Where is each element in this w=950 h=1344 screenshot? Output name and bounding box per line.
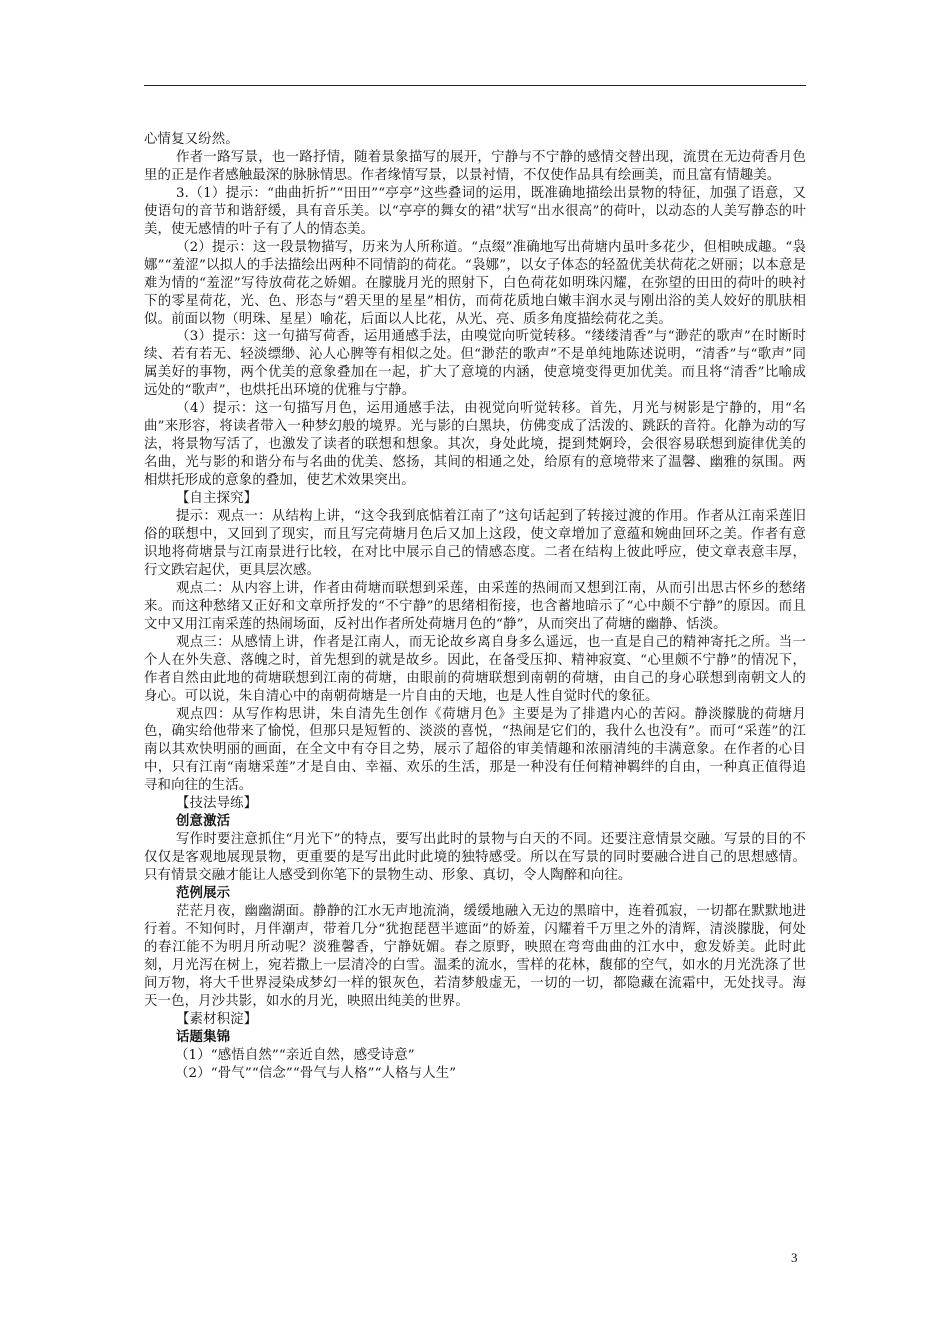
document-body	[144, 131, 806, 1083]
section-heading: 【技法导练】	[176, 796, 258, 812]
header-rule	[144, 85, 806, 86]
subheading: 创意激活	[176, 813, 231, 830]
paragraph: 茫茫月夜，幽幽湖面。静静的江水无声地流淌，缓缓地融入无边的黑暗中，连着孤寂，一切都在默默地进行着。不知何时，月伴潮声，带着几分“犹抱琵琶半遮面”的娇羞，闪耀着千万里之外的清辉，清淡朦胧，何处的春江能不为明月所动呢？淡雅馨香，宁静妩媚。春之原野，映照在弯弯曲曲的江水中，愈发娇美。此时此刻，月光泻在树上，宛若撒上一层清冷的白雪。温柔的流水，雪样的花林，馥郁的空气，如水的月光洗涤了世间万物，将大千世界浸染成梦幻一样的银灰色，若清梦般虚无，一切的一切，都隐藏在流霜中，无处找寻。海天一色，月沙共影，如水的月光，映照出纯美的世界。	[144, 903, 806, 1009]
section-heading: 【自主探究】	[176, 491, 258, 507]
paragraph: 观点三：从感情上讲，作者是江南人，而无论故乡离自身多么遥远，也一直是自己的精神寄托之所。当一个人在外失意、落魄之时，首先想到的就是故乡。因此，在备受压抑、精神寂寞、“心里颇不宁静”的情况下，作者自然由此地的荷塘联想到江南的荷塘，由眼前的荷塘联想到南朝的荷塘，由自己的身心联想到南朝文人的身心。可以说，朱自清心中的南朝荷塘是一片自由的天地，也是人性自觉时代的象征。	[144, 634, 806, 704]
list-item: （1）“感悟自然”“亲近自然，感受诗意”	[175, 1047, 415, 1063]
paragraph: 写作时要注意抓住“月光下”的特点，要写出此时的景物与白天的不同。还要注意情景交融。写景的目的不仅仅是客观地展现景物，更重要的是写出此时此境的独特感受。所以在写景的同时要融合进自己的思想感情。只有情景交融才能让人感受到你笔下的景物生动、形象、真切，令人陶醉和向往。	[144, 832, 806, 884]
subheading: 范例展示	[176, 885, 231, 902]
paragraph: 心情复又纷然。	[144, 132, 239, 147]
paragraph: 观点四：从写作构思讲，朱自清先生创作《荷塘月色》主要是为了排遣内心的苦闷。静淡朦胧的荷塘月色，确实给他带来了愉悦，但那只是短暂的、淡淡的喜悦，“热闹是它们的，我什么也没有”。而可“采莲”的江南以其欢快明丽的画面，在全文中有夺目之势，展示了超俗的审美情趣和浓丽清纯的丰满意象。在作者的心目中，只有江南“南塘采莲”才是自由、幸福、欢乐的生活，那是一种没有任何精神羁绊的自由，一种真正值得追寻和向往的生活。	[144, 706, 806, 794]
paragraph: 3.（1）提示：“曲曲折折”“田田”“亭亭”这些叠词的运用，既准确地描绘出景物的特征，加强了语意，又使语句的音节和谐舒缓，具有音乐美。以“亭亭的舞女的裙”状写“出水很高”的荷叶，以动态的人美写静态的叶美，使无感情的叶子有了人的情态美。	[144, 185, 806, 237]
paragraph: （3）提示：这一句描写荷香，运用通感手法，由嗅觉向听觉转移。“缕缕清香”与“渺茫的歌声”在时断时续、若有若无、轻淡缥缈、沁人心脾等有相似之处。但“渺茫的歌声”不是单纯地陈述说明，“清香”与“歌声”同属美好的事物，两个优美的意象叠加在一起，扩大了意境的内涵，使意境变得更加优美。而且将“清香”比喻成远处的“歌声”，也烘托出环境的优雅与宁静。	[144, 329, 806, 399]
page-number: 3	[791, 1250, 798, 1265]
subheading: 话题集锦	[176, 1028, 231, 1045]
paragraph: （4）提示：这一句描写月色，运用通感手法，由视觉向听觉转移。首先，月光与树影是宁静的，用“名曲”来形容，将读者带入一种梦幻般的境界。光与影的白黑块，仿佛变成了活泼的、跳跃的音符。化静为动的写法，将景物写活了，也激发了读者的联想和想象。其次，身处此境，提到梵婀玲，会很容易联想到旋律优美的名曲，光与影的和谐分布与名曲的优美、悠扬，其间的相通之处，给原有的意境带来了温馨、幽雅的氛围。两相烘托形成的意象的叠加，使艺术效果突出。	[144, 401, 806, 489]
list-item: （2）“骨气”“信念”“骨气与人格”“人格与人生”	[175, 1065, 457, 1081]
paragraph: 作者一路写景，也一路抒情，随着景象描写的展开，宁静与不宁静的感情交替出现，流贯在无边荷香月色里的正是作者感触最深的脉脉情思。作者缘情写景，以景衬情，不仅使作品具有绘画美，而且富有情趣美。	[144, 149, 806, 183]
paragraph: 提示：观点一：从结构上讲，“这令我到底惦着江南了”这句话起到了转接过渡的作用。作者从江南采莲旧俗的联想中，又回到了现实，而且写完荷塘月色后又加上这段，使文章增加了意蕴和婉曲回环之美。作者有意识地将荷塘景与江南景进行比较，在对比中展示自己的情感态度。二者在结构上彼此呼应，使文章表意丰厚，行文跌宕起伏，更具层次感。	[144, 509, 806, 578]
paragraph: 观点二：从内容上讲，作者由荷塘而联想到采莲，由采莲的热闹而又想到江南，从而引出思古怀乡的愁绪来。而这种愁绪又正好和文章所抒发的“不宁静”的思绪相衔接，也含蓄地暗示了“心中颇不宁静”的原因。而且文中又用江南采莲的热闹场面，反衬出作者所处荷塘月色的“静”，从而突出了荷塘的幽静、恬淡。	[144, 580, 806, 632]
section-heading: 【素材积淀】	[176, 1011, 258, 1027]
paragraph: （2）提示：这一段景物描写，历来为人所称道。“点缀”准确地写出荷塘内虽叶多花少，但相映成趣。“袅娜”“羞涩”以拟人的手法描绘出两种不同情韵的荷花。“袅娜”，以女子体态的轻盈优美状荷花之妍丽；以本意是难为情的“羞涩”写待放荷花之娇媚。在朦胧月光的照射下，白色荷花如明珠闪耀，在弥望的田田的荷叶的映衬下的零星荷花，光、色、形态与“碧天里的星星”相仿，而荷花质地白嫩丰润水灵与刚出浴的美人姣好的肌肤相似。前面以物（明珠、星星）喻花，后面以人比花，从光、亮、质多角度描绘荷花之美。	[144, 239, 806, 327]
